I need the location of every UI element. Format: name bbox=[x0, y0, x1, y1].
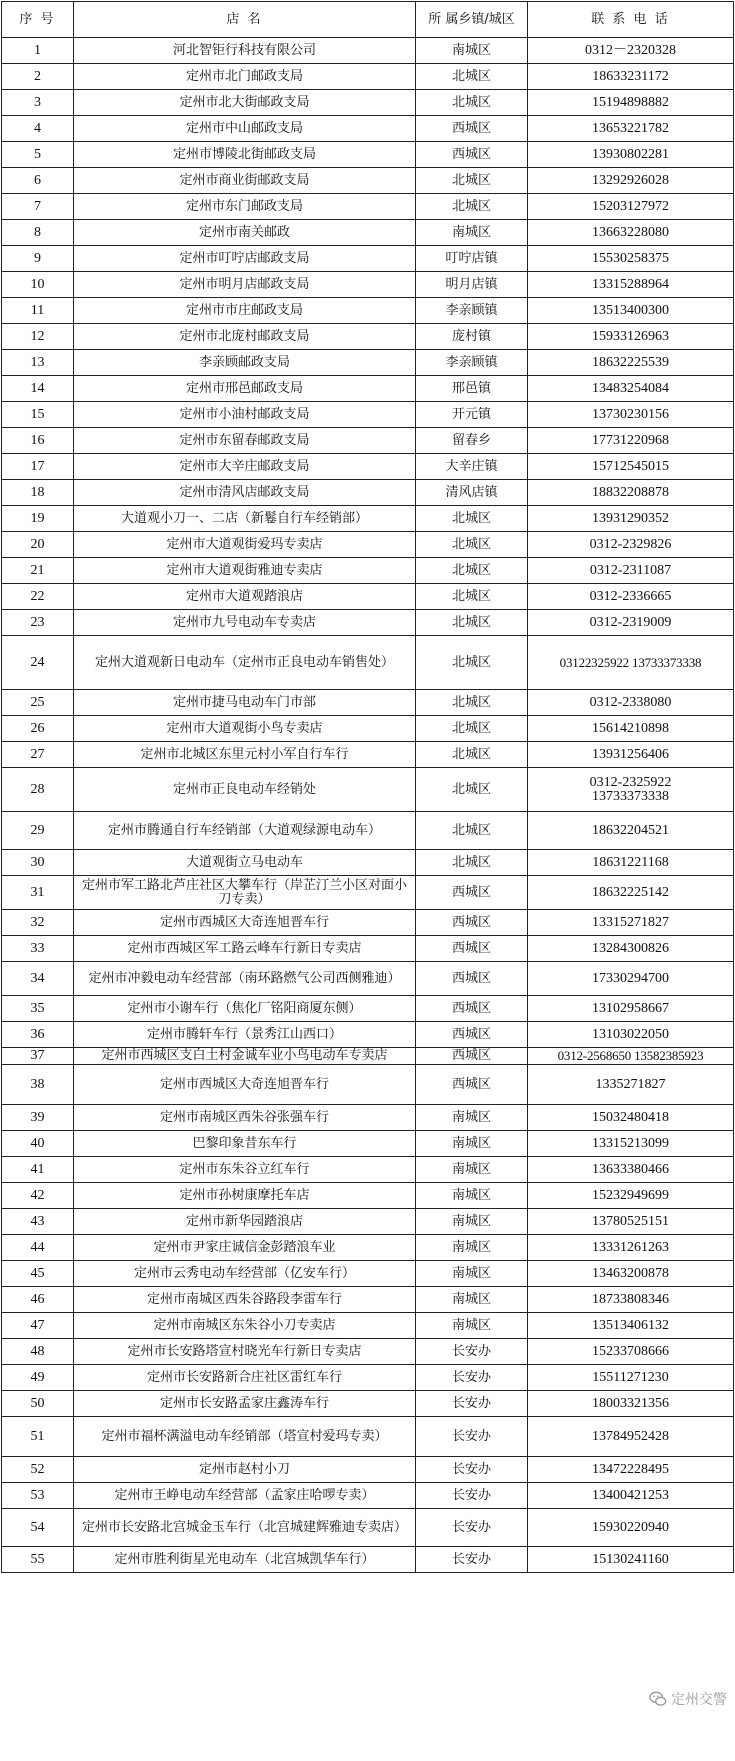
phone: 15530258375 bbox=[528, 246, 734, 272]
table-row bbox=[2, 506, 734, 532]
table-row bbox=[2, 246, 734, 272]
store-name: 定州市中山邮政支局 bbox=[74, 116, 416, 142]
phone: 17731220968 bbox=[528, 428, 734, 454]
phone: 13513400300 bbox=[528, 298, 734, 324]
phone: 0312-2336665 bbox=[528, 584, 734, 610]
phone: 15930220940 bbox=[528, 1509, 734, 1547]
row-number: 45 bbox=[2, 1261, 74, 1287]
phone bbox=[528, 768, 734, 812]
district: 北城区 bbox=[416, 90, 528, 116]
store-name: 定州市北大街邮政支局 bbox=[74, 90, 416, 116]
phone: 13292926028 bbox=[528, 168, 734, 194]
watermark-text: 定州交警 bbox=[671, 1692, 727, 1708]
district: 李亲顾镇 bbox=[416, 350, 528, 376]
table-row bbox=[2, 38, 734, 64]
district: 南城区 bbox=[416, 1131, 528, 1157]
header-name: 店 名 bbox=[74, 2, 416, 38]
table-row bbox=[2, 1022, 734, 1048]
district: 李亲顾镇 bbox=[416, 298, 528, 324]
district: 大辛庄镇 bbox=[416, 454, 528, 480]
store-name: 定州市赵村小刀 bbox=[74, 1457, 416, 1483]
row-number: 17 bbox=[2, 454, 74, 480]
row-number: 26 bbox=[2, 716, 74, 742]
district: 北城区 bbox=[416, 636, 528, 690]
store-name: 定州市东门邮政支局 bbox=[74, 194, 416, 220]
row-number: 5 bbox=[2, 142, 74, 168]
row-number: 54 bbox=[2, 1509, 74, 1547]
store-name: 大道观小刀一、二店（新鬈自行车经销部） bbox=[74, 506, 416, 532]
table-header-row bbox=[2, 2, 734, 38]
row-number: 31 bbox=[2, 876, 74, 910]
store-name: 定州市小谢车行（焦化厂铭阳商厦东侧） bbox=[74, 996, 416, 1022]
row-number: 18 bbox=[2, 480, 74, 506]
district: 北城区 bbox=[416, 690, 528, 716]
row-number: 22 bbox=[2, 584, 74, 610]
store-name: 定州市东朱谷立红车行 bbox=[74, 1157, 416, 1183]
store-name: 定州市腾通自行车经销部（大道观绿源电动车） bbox=[74, 812, 416, 850]
table-row bbox=[2, 1183, 734, 1209]
store-name: 定州市长安路塔宣村晓光车行新日专卖店 bbox=[74, 1339, 416, 1365]
row-number: 40 bbox=[2, 1131, 74, 1157]
phone: 18631221168 bbox=[528, 850, 734, 876]
district: 开元镇 bbox=[416, 402, 528, 428]
table-body bbox=[2, 38, 734, 1573]
phone: 13400421253 bbox=[528, 1483, 734, 1509]
table-row bbox=[2, 1261, 734, 1287]
table-row bbox=[2, 90, 734, 116]
phone: 03122325922 13733373338 bbox=[528, 636, 734, 690]
district: 长安办 bbox=[416, 1509, 528, 1547]
row-number: 1 bbox=[2, 38, 74, 64]
district: 北城区 bbox=[416, 768, 528, 812]
row-number: 35 bbox=[2, 996, 74, 1022]
phone: 15511271230 bbox=[528, 1365, 734, 1391]
district: 西城区 bbox=[416, 1022, 528, 1048]
district: 西城区 bbox=[416, 116, 528, 142]
table-row bbox=[2, 1209, 734, 1235]
row-number: 8 bbox=[2, 220, 74, 246]
table-row bbox=[2, 324, 734, 350]
wechat-icon bbox=[649, 1690, 667, 1708]
store-name: 定州市王峥电动车经营部（孟家庄哈啰专卖） bbox=[74, 1483, 416, 1509]
table-row bbox=[2, 716, 734, 742]
store-name: 定州市南城区西朱谷路段李雷车行 bbox=[74, 1287, 416, 1313]
phone-line: 13733373338 bbox=[592, 788, 669, 804]
district: 北城区 bbox=[416, 64, 528, 90]
store-name: 定州市军工路北芦庄社区大攀车行（岸芷汀兰小区对面小刀专卖） bbox=[74, 876, 416, 910]
row-number: 19 bbox=[2, 506, 74, 532]
district: 北城区 bbox=[416, 168, 528, 194]
row-number: 4 bbox=[2, 116, 74, 142]
phone: 15194898882 bbox=[528, 90, 734, 116]
row-number: 2 bbox=[2, 64, 74, 90]
district: 西城区 bbox=[416, 962, 528, 996]
table-row bbox=[2, 876, 734, 910]
table-row bbox=[2, 690, 734, 716]
row-number: 9 bbox=[2, 246, 74, 272]
table-row bbox=[2, 962, 734, 996]
row-number: 15 bbox=[2, 402, 74, 428]
phone: 0312-2568650 13582385923 bbox=[528, 1048, 734, 1065]
table-row bbox=[2, 910, 734, 936]
store-name: 定州市南城区西朱谷张强车行 bbox=[74, 1105, 416, 1131]
table-row bbox=[2, 768, 734, 812]
row-number: 43 bbox=[2, 1209, 74, 1235]
table-row bbox=[2, 402, 734, 428]
table-row bbox=[2, 584, 734, 610]
phone: 18733808346 bbox=[528, 1287, 734, 1313]
phone: 18832208878 bbox=[528, 480, 734, 506]
row-number: 24 bbox=[2, 636, 74, 690]
store-name: 定州市腾轩车行（景秀江山西口） bbox=[74, 1022, 416, 1048]
table-row bbox=[2, 1313, 734, 1339]
table-row bbox=[2, 1509, 734, 1547]
row-number: 48 bbox=[2, 1339, 74, 1365]
table-row bbox=[2, 376, 734, 402]
district: 北城区 bbox=[416, 506, 528, 532]
district: 北城区 bbox=[416, 850, 528, 876]
phone: 13483254084 bbox=[528, 376, 734, 402]
phone: 13730230156 bbox=[528, 402, 734, 428]
district: 南城区 bbox=[416, 1209, 528, 1235]
table-row bbox=[2, 1483, 734, 1509]
row-number: 47 bbox=[2, 1313, 74, 1339]
row-number: 55 bbox=[2, 1547, 74, 1573]
district: 长安办 bbox=[416, 1417, 528, 1457]
row-number: 3 bbox=[2, 90, 74, 116]
district: 南城区 bbox=[416, 1157, 528, 1183]
store-name: 定州市市庄邮政支局 bbox=[74, 298, 416, 324]
store-name: 定州市长安路新合庄社区雷红车行 bbox=[74, 1365, 416, 1391]
store-name: 大道观街立马电动车 bbox=[74, 850, 416, 876]
phone: 13102958667 bbox=[528, 996, 734, 1022]
table-row bbox=[2, 64, 734, 90]
row-number: 33 bbox=[2, 936, 74, 962]
store-name: 定州市西城区军工路云峰车行新日专卖店 bbox=[74, 936, 416, 962]
store-name: 定州市大道观街雅迪专卖店 bbox=[74, 558, 416, 584]
store-name: 定州市长安路北宫城金玉车行（北宫城建辉雅迪专卖店） bbox=[74, 1509, 416, 1547]
phone: 13463200878 bbox=[528, 1261, 734, 1287]
store-name: 定州市博陵北街邮政支局 bbox=[74, 142, 416, 168]
store-name: 定州市大道观街爱玛专卖店 bbox=[74, 532, 416, 558]
store-name: 定州市南关邮政 bbox=[74, 220, 416, 246]
district: 西城区 bbox=[416, 142, 528, 168]
phone: 15232949699 bbox=[528, 1183, 734, 1209]
district: 西城区 bbox=[416, 996, 528, 1022]
phone: 15130241160 bbox=[528, 1547, 734, 1573]
phone: 13315288964 bbox=[528, 272, 734, 298]
table-row bbox=[2, 454, 734, 480]
phone: 1335271827 bbox=[528, 1065, 734, 1105]
phone-line: 0312-2325922 bbox=[589, 774, 672, 790]
header-phone: 联 系 电 话 bbox=[528, 2, 734, 38]
row-number: 51 bbox=[2, 1417, 74, 1457]
phone: 18632204521 bbox=[528, 812, 734, 850]
table-row bbox=[2, 1131, 734, 1157]
store-name: 定州市北城区东里元村小军自行车行 bbox=[74, 742, 416, 768]
district: 北城区 bbox=[416, 584, 528, 610]
phone: 13653221782 bbox=[528, 116, 734, 142]
phone: 18632225142 bbox=[528, 876, 734, 910]
row-number: 53 bbox=[2, 1483, 74, 1509]
store-name: 定州市尹家庄诚信金彭踏浪车业 bbox=[74, 1235, 416, 1261]
row-number: 12 bbox=[2, 324, 74, 350]
row-number: 49 bbox=[2, 1365, 74, 1391]
table-row bbox=[2, 636, 734, 690]
phone: 13472228495 bbox=[528, 1457, 734, 1483]
table-row bbox=[2, 558, 734, 584]
district: 长安办 bbox=[416, 1483, 528, 1509]
phone: 0312-2311087 bbox=[528, 558, 734, 584]
store-name: 定州市长安路孟家庄鑫涛车行 bbox=[74, 1391, 416, 1417]
district: 北城区 bbox=[416, 716, 528, 742]
table-row bbox=[2, 168, 734, 194]
district: 长安办 bbox=[416, 1365, 528, 1391]
store-name: 河北智钜行科技有限公司 bbox=[74, 38, 416, 64]
district: 南城区 bbox=[416, 1313, 528, 1339]
row-number: 20 bbox=[2, 532, 74, 558]
phone: 15614210898 bbox=[528, 716, 734, 742]
header-district: 所 属乡镇/城区 bbox=[416, 2, 528, 38]
store-name: 巴黎印象昔东车行 bbox=[74, 1131, 416, 1157]
district: 长安办 bbox=[416, 1457, 528, 1483]
row-number: 10 bbox=[2, 272, 74, 298]
row-number: 32 bbox=[2, 910, 74, 936]
district: 西城区 bbox=[416, 1048, 528, 1065]
store-name: 定州市清风店邮政支局 bbox=[74, 480, 416, 506]
table-row bbox=[2, 610, 734, 636]
district: 北城区 bbox=[416, 742, 528, 768]
district: 北城区 bbox=[416, 194, 528, 220]
table-row bbox=[2, 116, 734, 142]
district: 长安办 bbox=[416, 1547, 528, 1573]
row-number: 6 bbox=[2, 168, 74, 194]
district: 南城区 bbox=[416, 38, 528, 64]
phone: 18003321356 bbox=[528, 1391, 734, 1417]
store-name: 定州市捷马电动车门市部 bbox=[74, 690, 416, 716]
table-row bbox=[2, 1157, 734, 1183]
district: 南城区 bbox=[416, 1287, 528, 1313]
row-number: 44 bbox=[2, 1235, 74, 1261]
phone: 18633231172 bbox=[528, 64, 734, 90]
table-row bbox=[2, 1457, 734, 1483]
district: 南城区 bbox=[416, 220, 528, 246]
phone: 15032480418 bbox=[528, 1105, 734, 1131]
store-name: 定州市北庞村邮政支局 bbox=[74, 324, 416, 350]
store-name: 定州市大道观踏浪店 bbox=[74, 584, 416, 610]
table-row bbox=[2, 936, 734, 962]
phone: 15712545015 bbox=[528, 454, 734, 480]
table-row bbox=[2, 1391, 734, 1417]
phone: 13633380466 bbox=[528, 1157, 734, 1183]
store-name: 定州市叮咛店邮政支局 bbox=[74, 246, 416, 272]
row-number: 23 bbox=[2, 610, 74, 636]
row-number: 25 bbox=[2, 690, 74, 716]
store-name: 定州市西城区支白土村金诚车业小鸟电动车专卖店 bbox=[74, 1048, 416, 1065]
store-list-table bbox=[1, 1, 734, 1573]
table-row bbox=[2, 532, 734, 558]
table-row bbox=[2, 1235, 734, 1261]
phone: 13780525151 bbox=[528, 1209, 734, 1235]
row-number: 16 bbox=[2, 428, 74, 454]
district: 西城区 bbox=[416, 1065, 528, 1105]
table-row bbox=[2, 298, 734, 324]
store-name: 定州市新华园踏浪店 bbox=[74, 1209, 416, 1235]
phone: 13315213099 bbox=[528, 1131, 734, 1157]
store-name: 定州市小油村邮政支局 bbox=[74, 402, 416, 428]
district: 明月店镇 bbox=[416, 272, 528, 298]
row-number: 14 bbox=[2, 376, 74, 402]
row-number: 46 bbox=[2, 1287, 74, 1313]
watermark bbox=[649, 1689, 727, 1709]
phone: 17330294700 bbox=[528, 962, 734, 996]
table-row bbox=[2, 1065, 734, 1105]
district: 北城区 bbox=[416, 610, 528, 636]
phone: 13331261263 bbox=[528, 1235, 734, 1261]
district: 北城区 bbox=[416, 532, 528, 558]
table-row bbox=[2, 194, 734, 220]
store-name: 定州市正良电动车经销处 bbox=[74, 768, 416, 812]
store-name: 定州市胜利街星光电动车（北宫城凯华车行） bbox=[74, 1547, 416, 1573]
phone: 15933126963 bbox=[528, 324, 734, 350]
store-name: 定州市商业街邮政支局 bbox=[74, 168, 416, 194]
row-number: 21 bbox=[2, 558, 74, 584]
phone: 0312-2329826 bbox=[528, 532, 734, 558]
phone: 13931290352 bbox=[528, 506, 734, 532]
district: 留春乡 bbox=[416, 428, 528, 454]
district: 叮咛店镇 bbox=[416, 246, 528, 272]
table-row bbox=[2, 850, 734, 876]
district: 南城区 bbox=[416, 1183, 528, 1209]
store-name: 定州市大辛庄邮政支局 bbox=[74, 454, 416, 480]
table-row bbox=[2, 1365, 734, 1391]
row-number: 36 bbox=[2, 1022, 74, 1048]
table-row bbox=[2, 272, 734, 298]
phone: 0312－2320328 bbox=[528, 38, 734, 64]
phone: 13930802281 bbox=[528, 142, 734, 168]
store-name: 定州市南城区东朱谷小刀专卖店 bbox=[74, 1313, 416, 1339]
row-number: 52 bbox=[2, 1457, 74, 1483]
store-name: 定州市邢邑邮政支局 bbox=[74, 376, 416, 402]
store-name: 定州市云秀电动车经营部（亿安车行） bbox=[74, 1261, 416, 1287]
store-name: 定州市九号电动车专卖店 bbox=[74, 610, 416, 636]
table-row bbox=[2, 428, 734, 454]
store-name: 定州市明月店邮政支局 bbox=[74, 272, 416, 298]
row-number: 50 bbox=[2, 1391, 74, 1417]
phone: 0312-2319009 bbox=[528, 610, 734, 636]
table-row bbox=[2, 1547, 734, 1573]
phone: 13931256406 bbox=[528, 742, 734, 768]
table-row bbox=[2, 1417, 734, 1457]
district: 长安办 bbox=[416, 1339, 528, 1365]
store-name: 定州市孙树康摩托车店 bbox=[74, 1183, 416, 1209]
table-row bbox=[2, 1048, 734, 1065]
phone: 15203127972 bbox=[528, 194, 734, 220]
phone: 13103022050 bbox=[528, 1022, 734, 1048]
district: 南城区 bbox=[416, 1105, 528, 1131]
table-row bbox=[2, 220, 734, 246]
store-name: 定州市大道观街小鸟专卖店 bbox=[74, 716, 416, 742]
table-row bbox=[2, 996, 734, 1022]
district: 清风店镇 bbox=[416, 480, 528, 506]
table-row bbox=[2, 1287, 734, 1313]
district: 邢邑镇 bbox=[416, 376, 528, 402]
district: 长安办 bbox=[416, 1391, 528, 1417]
district: 西城区 bbox=[416, 936, 528, 962]
row-number: 28 bbox=[2, 768, 74, 812]
store-name: 定州市西城区大奇连旭晋车行 bbox=[74, 910, 416, 936]
district: 庞村镇 bbox=[416, 324, 528, 350]
store-name: 定州市北门邮政支局 bbox=[74, 64, 416, 90]
store-name: 定州市东留春邮政支局 bbox=[74, 428, 416, 454]
table-row bbox=[2, 480, 734, 506]
row-number: 42 bbox=[2, 1183, 74, 1209]
store-name: 定州大道观新日电动车（定州市正良电动车销售处） bbox=[74, 636, 416, 690]
table-row bbox=[2, 142, 734, 168]
store-name: 李亲顾邮政支局 bbox=[74, 350, 416, 376]
table-row bbox=[2, 742, 734, 768]
phone: 0312-2338080 bbox=[528, 690, 734, 716]
row-number: 7 bbox=[2, 194, 74, 220]
row-number: 30 bbox=[2, 850, 74, 876]
phone: 15233708666 bbox=[528, 1339, 734, 1365]
row-number: 38 bbox=[2, 1065, 74, 1105]
phone: 13315271827 bbox=[528, 910, 734, 936]
header-no: 序 号 bbox=[2, 2, 74, 38]
table-row bbox=[2, 812, 734, 850]
table-row bbox=[2, 1105, 734, 1131]
row-number: 29 bbox=[2, 812, 74, 850]
district: 北城区 bbox=[416, 812, 528, 850]
district: 北城区 bbox=[416, 558, 528, 584]
district: 南城区 bbox=[416, 1261, 528, 1287]
phone: 13284300826 bbox=[528, 936, 734, 962]
district: 西城区 bbox=[416, 876, 528, 910]
store-name: 定州市冲毅电动车经营部（南环路燃气公司西侧雅迪） bbox=[74, 962, 416, 996]
row-number: 41 bbox=[2, 1157, 74, 1183]
row-number: 34 bbox=[2, 962, 74, 996]
table-row bbox=[2, 350, 734, 376]
row-number: 37 bbox=[2, 1048, 74, 1065]
table-row bbox=[2, 1339, 734, 1365]
district: 西城区 bbox=[416, 910, 528, 936]
phone: 13513406132 bbox=[528, 1313, 734, 1339]
phone: 13663228080 bbox=[528, 220, 734, 246]
phone: 13784952428 bbox=[528, 1417, 734, 1457]
row-number: 11 bbox=[2, 298, 74, 324]
district: 南城区 bbox=[416, 1235, 528, 1261]
store-name: 定州市福杯满溢电动车经销部（塔宣村爱玛专卖） bbox=[74, 1417, 416, 1457]
row-number: 13 bbox=[2, 350, 74, 376]
row-number: 39 bbox=[2, 1105, 74, 1131]
row-number: 27 bbox=[2, 742, 74, 768]
phone: 18632225539 bbox=[528, 350, 734, 376]
store-name: 定州市西城区大奇连旭晋车行 bbox=[74, 1065, 416, 1105]
